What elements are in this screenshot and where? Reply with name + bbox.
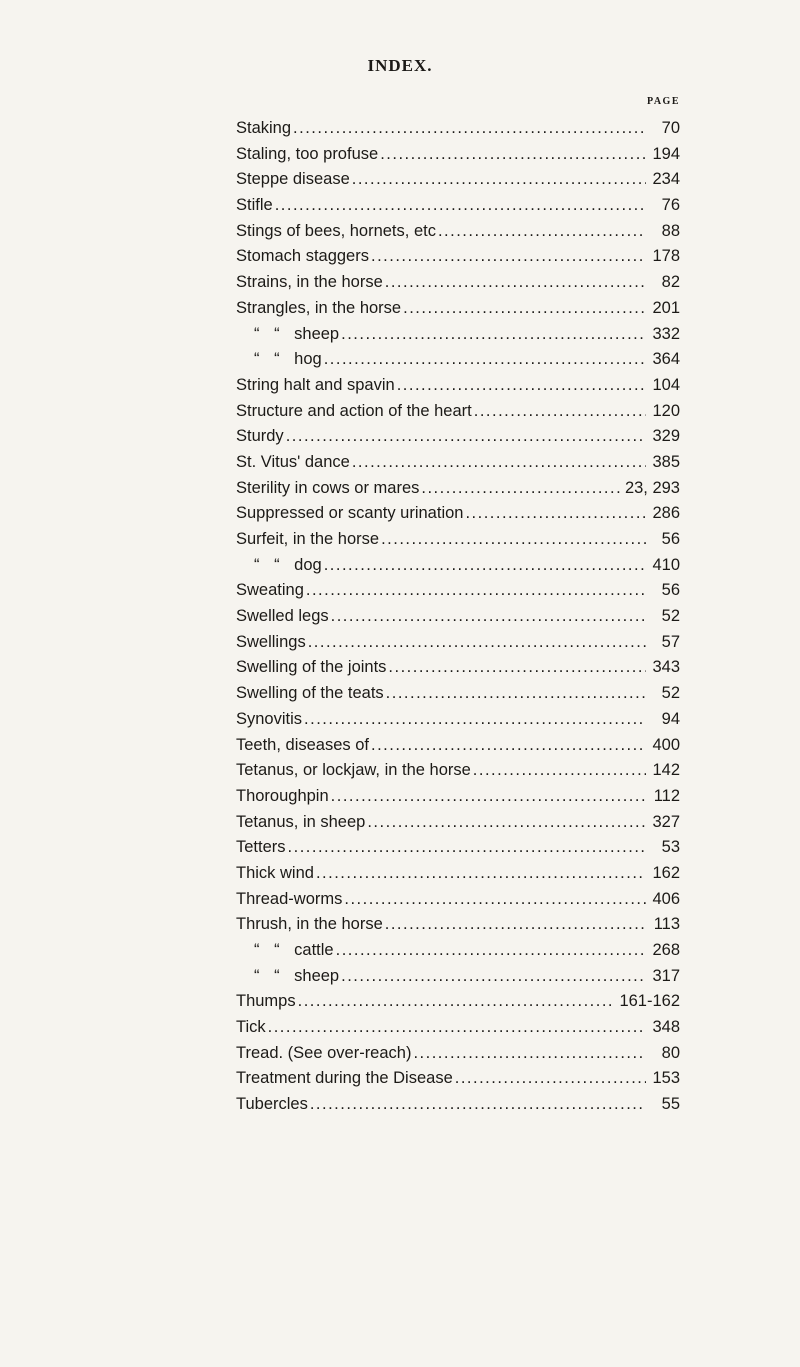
page-column-label: PAGE <box>646 96 680 107</box>
index-entry <box>236 373 680 399</box>
index-entry <box>236 527 680 553</box>
entry-page: 178 <box>652 247 680 266</box>
entry-page: 162 <box>652 863 680 882</box>
dot-leader <box>397 373 646 399</box>
entry-page: 56 <box>661 581 680 600</box>
dot-leader <box>386 681 646 707</box>
entry-label: Stings of bees, hornets, etc <box>236 221 436 240</box>
index-entry <box>236 1041 680 1067</box>
dot-leader <box>403 296 646 322</box>
index-entry <box>236 476 680 502</box>
entry-page: 194 <box>652 144 680 163</box>
index-entry <box>236 707 680 733</box>
dot-leader <box>288 835 646 861</box>
entry-label: Thrush, in the horse <box>236 915 383 934</box>
entry-label: Suppressed or scanty urination <box>236 504 464 523</box>
entry-page: 70 <box>661 119 680 137</box>
entry-page: 348 <box>652 1018 680 1037</box>
dot-leader <box>331 784 646 810</box>
dot-leader <box>304 707 646 733</box>
index-entry <box>236 733 680 759</box>
index-entry <box>236 142 680 168</box>
dot-leader <box>298 989 616 1015</box>
dot-leader <box>473 758 646 784</box>
index-entry <box>236 784 680 810</box>
entry-page: 94 <box>661 709 680 728</box>
index-entry <box>236 450 680 476</box>
entry-page: 317 <box>652 966 680 985</box>
entry-page: 57 <box>661 632 680 651</box>
index-entry <box>236 835 680 861</box>
index-entry <box>236 655 680 681</box>
entry-label: Thoroughpin <box>236 786 329 805</box>
entry-label: Thick wind <box>236 863 314 882</box>
index-entry <box>236 887 680 913</box>
index-subentry <box>236 964 680 990</box>
entry-label: “ “ sheep <box>254 324 340 343</box>
entry-label: Structure and action of the heart <box>236 401 472 420</box>
entry-label: Synovitis <box>236 709 303 728</box>
dot-leader <box>324 347 646 373</box>
index-entry <box>236 424 680 450</box>
index-entry <box>236 681 680 707</box>
entry-page: 88 <box>661 221 680 240</box>
entry-label: Sterility in cows or mares <box>236 478 420 497</box>
entry-label: “ “ sheep <box>254 966 340 985</box>
entry-page: 52 <box>661 684 680 703</box>
entry-page: 53 <box>661 838 680 857</box>
dot-leader <box>385 912 646 938</box>
entry-label: Teeth, diseases of <box>236 735 369 754</box>
index-list <box>236 116 680 1118</box>
dot-leader <box>438 219 646 245</box>
index-entry <box>236 630 680 656</box>
entry-label: Sturdy <box>236 427 284 446</box>
entry-page: 400 <box>652 735 680 754</box>
dot-leader <box>381 527 646 553</box>
index-entry <box>236 244 680 270</box>
entry-page: 406 <box>652 889 680 908</box>
index-subentry <box>236 322 680 348</box>
index-entry <box>236 167 680 193</box>
dot-leader <box>455 1066 646 1092</box>
dot-leader <box>352 167 646 193</box>
entry-label: “ “ cattle <box>254 941 334 959</box>
entry-page: 286 <box>652 504 680 523</box>
entry-label: “ “ dog <box>254 555 322 574</box>
index-entry <box>236 912 680 938</box>
entry-page: 76 <box>661 196 680 215</box>
entry-page: 410 <box>652 555 680 574</box>
index-entry <box>236 989 680 1015</box>
index-entry <box>236 116 680 142</box>
dot-leader <box>331 604 646 630</box>
entry-page: 23, 293 <box>624 478 680 497</box>
entry-page: 343 <box>652 658 680 677</box>
entry-page: 364 <box>652 350 680 369</box>
dot-leader <box>367 810 646 836</box>
entry-label: Treatment during the Disease <box>236 1069 453 1088</box>
index-entry <box>236 501 680 527</box>
entry-label: Swelling of the teats <box>236 684 384 703</box>
dot-leader <box>474 399 646 425</box>
dot-leader <box>421 476 621 502</box>
dot-leader <box>310 1092 646 1118</box>
entry-page: 142 <box>652 761 680 780</box>
dot-leader <box>268 1015 646 1041</box>
entry-page: 385 <box>652 452 680 471</box>
index-entry <box>236 861 680 887</box>
entry-label: Tetters <box>236 838 286 857</box>
index-subentry <box>236 553 680 579</box>
entry-page: 327 <box>652 812 680 831</box>
entry-label: Swelled legs <box>236 607 329 626</box>
index-entry <box>236 270 680 296</box>
dot-leader <box>413 1041 646 1067</box>
dot-leader <box>344 887 646 913</box>
dot-leader <box>341 964 646 990</box>
entry-label: Stifle <box>236 196 273 215</box>
entry-label: Surfeit, in the horse <box>236 530 380 548</box>
entry-page: 80 <box>661 1043 680 1062</box>
entry-label: Swelling of the joints <box>236 658 387 677</box>
dot-leader <box>380 142 646 168</box>
entry-label: Tetanus, in sheep <box>236 812 366 831</box>
index-entry <box>236 1092 680 1118</box>
entry-label: Swellings <box>236 632 306 651</box>
dot-leader <box>316 861 646 887</box>
entry-page: 120 <box>652 401 680 420</box>
index-subentry <box>236 938 680 964</box>
entry-label: String halt and spavin <box>236 375 395 394</box>
dot-leader <box>371 244 646 270</box>
entry-label: Strangles, in the horse <box>236 298 402 317</box>
entry-page: 332 <box>652 324 680 343</box>
index-entry <box>236 810 680 836</box>
dot-leader <box>336 938 646 964</box>
entry-label: St. Vitus' dance <box>236 452 350 471</box>
entry-page: 234 <box>652 170 680 189</box>
index-entry <box>236 1066 680 1092</box>
entry-label: “ “ hog <box>254 350 322 369</box>
entry-label: Steppe disease <box>236 170 350 189</box>
entry-label: Thread-worms <box>236 889 343 908</box>
dot-leader <box>341 322 646 348</box>
running-title: INDEX. <box>367 56 433 75</box>
entry-page: 329 <box>652 427 680 446</box>
entry-label: Thumps <box>236 992 296 1011</box>
entry-label: Sweating <box>236 581 304 600</box>
entry-page: 112 <box>653 786 680 805</box>
index-entry <box>236 399 680 425</box>
entry-page: 82 <box>661 273 680 292</box>
dot-leader <box>465 501 646 527</box>
entry-page: 161-162 <box>619 992 680 1011</box>
entry-page: 56 <box>661 530 680 548</box>
entry-page: 104 <box>652 375 680 394</box>
entry-label: Tubercles <box>236 1095 308 1114</box>
entry-label: Strains, in the horse <box>236 273 383 292</box>
index-entry <box>236 219 680 245</box>
entry-label: Tread. (See over-reach) <box>236 1043 412 1062</box>
entry-page: 201 <box>652 298 680 317</box>
dot-leader <box>385 270 646 296</box>
entry-page: 153 <box>652 1069 680 1088</box>
entry-label: Staking <box>236 119 292 137</box>
entry-page: 52 <box>661 607 680 626</box>
index-entry <box>236 296 680 322</box>
entry-label: Tetanus, or lockjaw, in the horse <box>236 761 471 780</box>
index-entry <box>236 193 680 219</box>
index-entry <box>236 578 680 604</box>
dot-leader <box>388 655 646 681</box>
entry-page: 113 <box>653 915 680 934</box>
entry-page: 55 <box>661 1095 680 1114</box>
dot-leader <box>352 450 646 476</box>
dot-leader <box>306 578 646 604</box>
dot-leader <box>324 553 646 579</box>
dot-leader <box>308 630 646 656</box>
dot-leader <box>286 424 646 450</box>
entry-label: Staling, too profuse <box>236 144 379 163</box>
entry-page: 268 <box>652 941 680 959</box>
entry-label: Tick <box>236 1018 266 1037</box>
index-subentry <box>236 347 680 373</box>
entry-label: Stomach staggers <box>236 247 369 266</box>
index-entry <box>236 758 680 784</box>
dot-leader <box>371 733 646 759</box>
dot-leader <box>293 116 646 142</box>
dot-leader <box>275 193 646 219</box>
index-entry <box>236 1015 680 1041</box>
index-entry <box>236 604 680 630</box>
